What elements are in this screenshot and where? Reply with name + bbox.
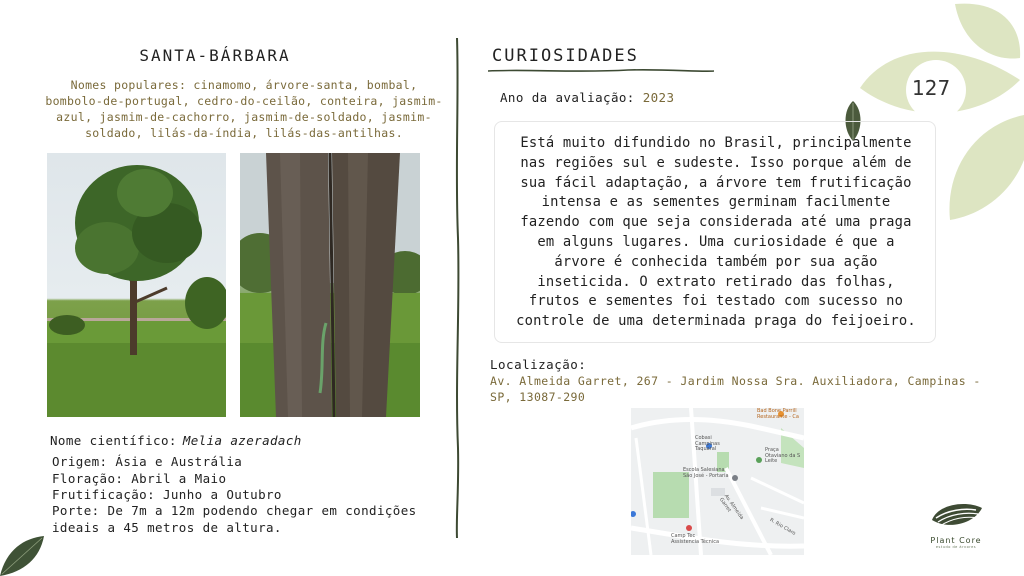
map-label-bar: Bad Bone Parrill Restaurante - Ca — [757, 408, 799, 420]
scientific-name-label: Nome científico: — [50, 433, 177, 448]
map-label-camp: Camp Tec Assistencia Técnica — [671, 533, 720, 545]
curiosities-text: Está muito difundido no Brasil, principalmente nas regiões sul e sudeste. Isso porque além de sua fácil adaptação, a árvore tem frutificação intensa e as sementes germinam facilmente fazendo com que seja considerada até uma praga em alguns lugares. Uma curiosidade é que a árvore é conhecida também por sua ação inseticida. O extrato retirado das folhas, frutos e sementes foi testado com sucesso no controle de uma determinada praga do feijoeiro. — [516, 135, 916, 330]
column-divider — [452, 38, 462, 538]
tree-photo — [47, 153, 226, 417]
map-label-cobasi: Cobasi Campinas Taquaral — [695, 435, 720, 452]
map-label-escola: Escola Salesiana São José - Portaria — [683, 467, 729, 479]
flowering-text: Floração: Abril a Maio — [52, 471, 227, 486]
brand-tagline: estudo de árvores — [935, 545, 977, 549]
map-label-road1: Av. Almeida Garret — [718, 493, 745, 521]
map-label-road2: R. Rio Claro — [768, 517, 797, 537]
location-address: Av. Almeida Garret, 267 - Jardim Nossa Sra. Auxiliadora, Campinas - SP, 13087-290 — [490, 374, 981, 404]
title-underline — [488, 68, 714, 74]
map-label-praca: Praça Otaviano da S Leite — [765, 447, 801, 464]
location-label: Localização: — [490, 357, 587, 372]
evaluation-year — [500, 90, 674, 105]
location-map[interactable] — [631, 408, 804, 555]
trunk-photo — [240, 153, 420, 417]
leaf-decoration-bottom-left — [0, 534, 46, 576]
brand-name: Plant Core — [930, 536, 982, 545]
size-text-line2: ideais a 45 metros de altura. — [52, 520, 282, 535]
page-number: 127 — [912, 76, 951, 100]
curiosities-title: CURIOSIDADES — [492, 46, 639, 66]
scientific-name-value: Melia azeradach — [182, 433, 302, 448]
species-title: SANTA-BÁRBARA — [139, 46, 291, 65]
fruiting-text: Frutificação: Junho a Outubro — [52, 487, 282, 502]
evaluation-year-label: Ano da avaliação: — [500, 90, 635, 105]
scientific-name-line — [50, 433, 302, 448]
size-text-line1: Porte: De 7m a 12m podendo chegar em condições — [52, 503, 417, 518]
evaluation-year-value: 2023 — [642, 90, 675, 105]
popular-names: Nomes populares: cinamomo, árvore-santa, bombal, bombolo-de-portugal, cedro-do-ceilão, conteira, jasmim-azul, jasmim-de-cachorro, jasmim-de-soldado, jasmim-soldado, lilás-da-índia, lilás-das-antilhas. — [45, 78, 443, 140]
origin-text: Origem: Ásia e Austrália — [52, 454, 243, 469]
